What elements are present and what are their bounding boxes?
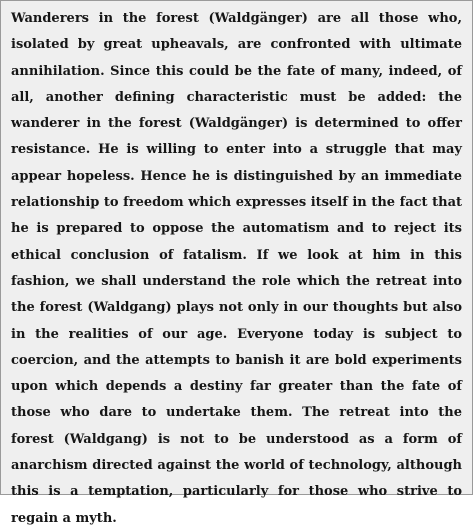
quote-paragraph: Wanderers in the forest (Waldgänger) are all those who, isolated by great upheavals, are confronted with ultimate annihilation. Since this could be the fate of many, indeed, of all, another defining characteristic must be added: the wanderer in the forest (Waldgänger) is determined to offer resistance. He is willing to enter into a struggle that may appear hopeless. Hence he is distinguished by an immediate relationship to freedom which expresses itself in the fact that he is prepared to oppose the automatism and to reject its ethical conclusion of fatalism. If we look at him in this fashion, we shall understand the role which the retreat into the forest (Waldgang) plays not only in our thoughts but also in the realities of our age. Everyone today is subject to coercion, and the attempts to banish it are bold experiments upon which depends a destiny far greater than the fate of those who dare to undertake them. The retreat into the forest (Waldgang) is not to be understood as a form of anarchism directed against the world of technology, although this is a temptation, particularly for those who strive to regain a myth.	[11, 11, 462, 526]
